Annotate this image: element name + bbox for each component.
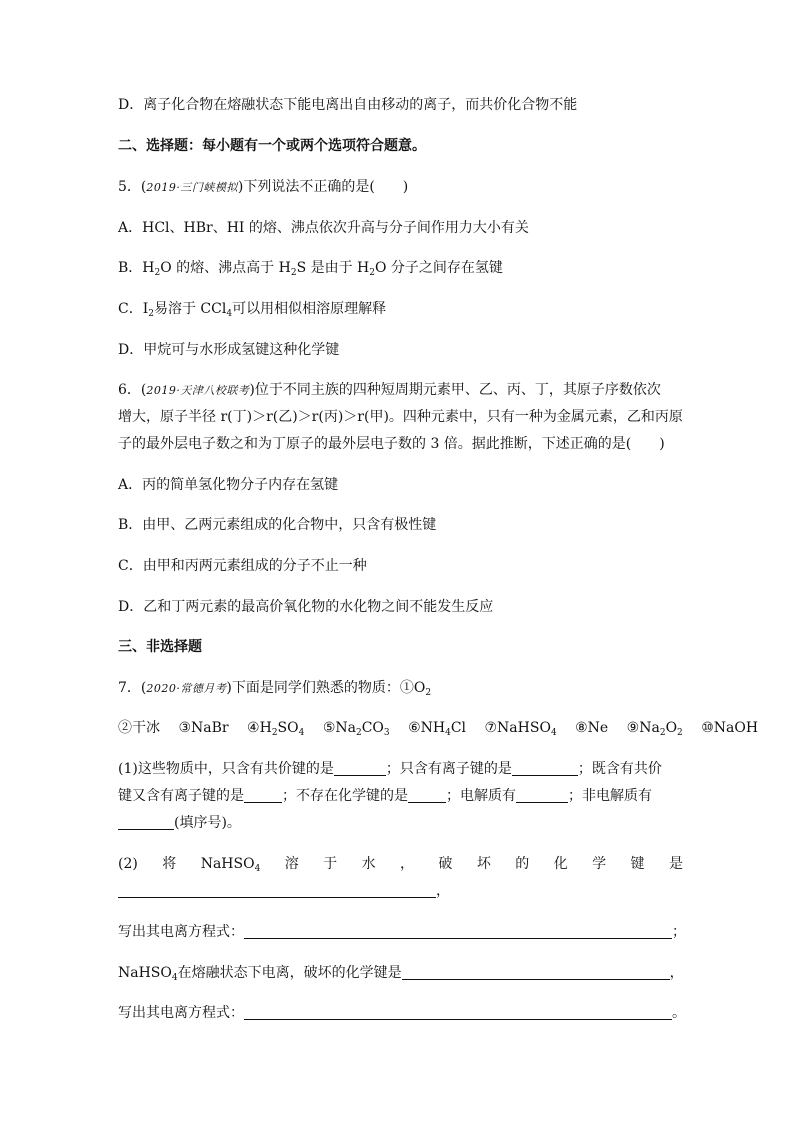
q7-substance-list xyxy=(118,718,758,738)
q6-option-c: C．由甲和丙两元素组成的分子不止一种 xyxy=(118,558,367,574)
q4-option-d: D．离子化合物在熔融状态下能电离出自由移动的离子，而共价化合物不能 xyxy=(118,97,578,113)
q7-melt-line: NaHSO$_4$在熔融状态下电离，破坏的化学键是 ， xyxy=(118,965,684,983)
answer-blank[interactable] xyxy=(118,815,174,830)
q6-stem-line3: 子的最外层电子数之和为丁原子的最外层电子数的 3 倍。据此推断，下述正确的是( ) xyxy=(118,436,665,452)
q5-option-b: B．$H_2O$ 的熔、沸点高于 $H_2S$ 是由于 $H_2O$ 分子之间存在氢键 xyxy=(118,260,503,278)
q7-part2-line2: ， xyxy=(118,881,450,901)
section-3-heading: 三、非选择题 xyxy=(118,639,202,655)
substance-item: $④H_2SO_4$ xyxy=(247,720,305,738)
substance-item: $⑥NH_4Cl$ xyxy=(408,720,467,738)
q6-stem-line2: 增大，原子半径 r(丁)＞r(乙)＞r(丙)＞r(甲)。四种元素中，只有一种为金属元素，乙和丙原 xyxy=(118,409,683,425)
q5-source: 三门峡模拟 xyxy=(180,181,238,194)
answer-blank[interactable] xyxy=(516,788,568,803)
q6-source: 天津八校联考 xyxy=(180,384,250,397)
q7-part1-line1: (1)这些物质中，只含有共价键的是 ；只含有离子键的是 ；既含有共价 xyxy=(118,761,662,777)
substance-item: $⑤Na_2CO_3$ xyxy=(322,720,390,738)
answer-blank[interactable] xyxy=(402,965,670,980)
substance-item: ②干冰 xyxy=(118,720,160,736)
substance-item: ⑩NaOH xyxy=(701,720,759,736)
q5-number: 5．( xyxy=(118,179,147,195)
substance-item: $⑨Na_2O_2$ xyxy=(626,720,683,738)
answer-blank[interactable] xyxy=(118,883,436,898)
q6-option-a: A．丙的简单氢化物分子内存在氢键 xyxy=(118,477,339,493)
q7-part2-line1: (2) 将 NaHSO$_4$ 溶 于 水 ， 破 坏 的 化 学 键 是 xyxy=(118,856,683,874)
q7-write-equation-2: 写出其电离方程式： 。 xyxy=(118,1005,686,1021)
q7-part1-line2: 键又含有离子键的是 ；不存在化学键的是 ；电解质有 ；非电解质有 xyxy=(118,788,652,804)
substance-item: ③NaBr xyxy=(178,720,229,736)
answer-blank[interactable] xyxy=(512,761,578,776)
q6-option-d: D．乙和丁两元素的最高价氧化物的水化物之间不能发生反应 xyxy=(118,599,494,615)
answer-blank[interactable] xyxy=(244,924,672,939)
q7-part1-line3: (填序号)。 xyxy=(118,813,241,833)
q5-year: 2019· xyxy=(146,181,181,194)
q5-option-a: A．HCl、HBr、HI 的熔、沸点依次升高与分子间作用力大小有关 xyxy=(118,220,529,236)
substance-item: ⑦NaHSO$_4$ xyxy=(484,720,557,738)
q5-stem xyxy=(118,177,408,198)
q7-source: 常德月考 xyxy=(180,682,227,695)
answer-blank[interactable] xyxy=(244,788,282,803)
q5-option-c: C．$I_2$易溶于 CCl$_4$可以用相似相溶原理解释 xyxy=(118,301,387,319)
section-2-heading: 二、选择题：每小题有一个或两个选项符合题意。 xyxy=(118,138,426,154)
answer-blank[interactable] xyxy=(334,761,386,776)
substance-item: ⑧Ne xyxy=(575,720,609,736)
q7-write-equation-1: 写出其电离方程式： ； xyxy=(118,924,686,940)
q7-stem: 7．(2020·常德月考)下面是同学们熟悉的物质：$①O_2$ xyxy=(118,680,432,698)
answer-blank[interactable] xyxy=(244,1005,672,1020)
q5-option-d: D．甲烷可与水形成氢键这种化学键 xyxy=(118,342,340,358)
q6-option-b: B．由甲、乙两元素组成的化合物中，只含有极性键 xyxy=(118,517,437,533)
answer-blank[interactable] xyxy=(408,788,446,803)
q5-text: )下列说法不正确的是( ) xyxy=(237,179,409,195)
q6-stem-line1: 6．(2019·天津八校联考)位于不同主族的四种短周期元素甲、乙、丙、丁，其原子序数依次 xyxy=(118,382,661,398)
